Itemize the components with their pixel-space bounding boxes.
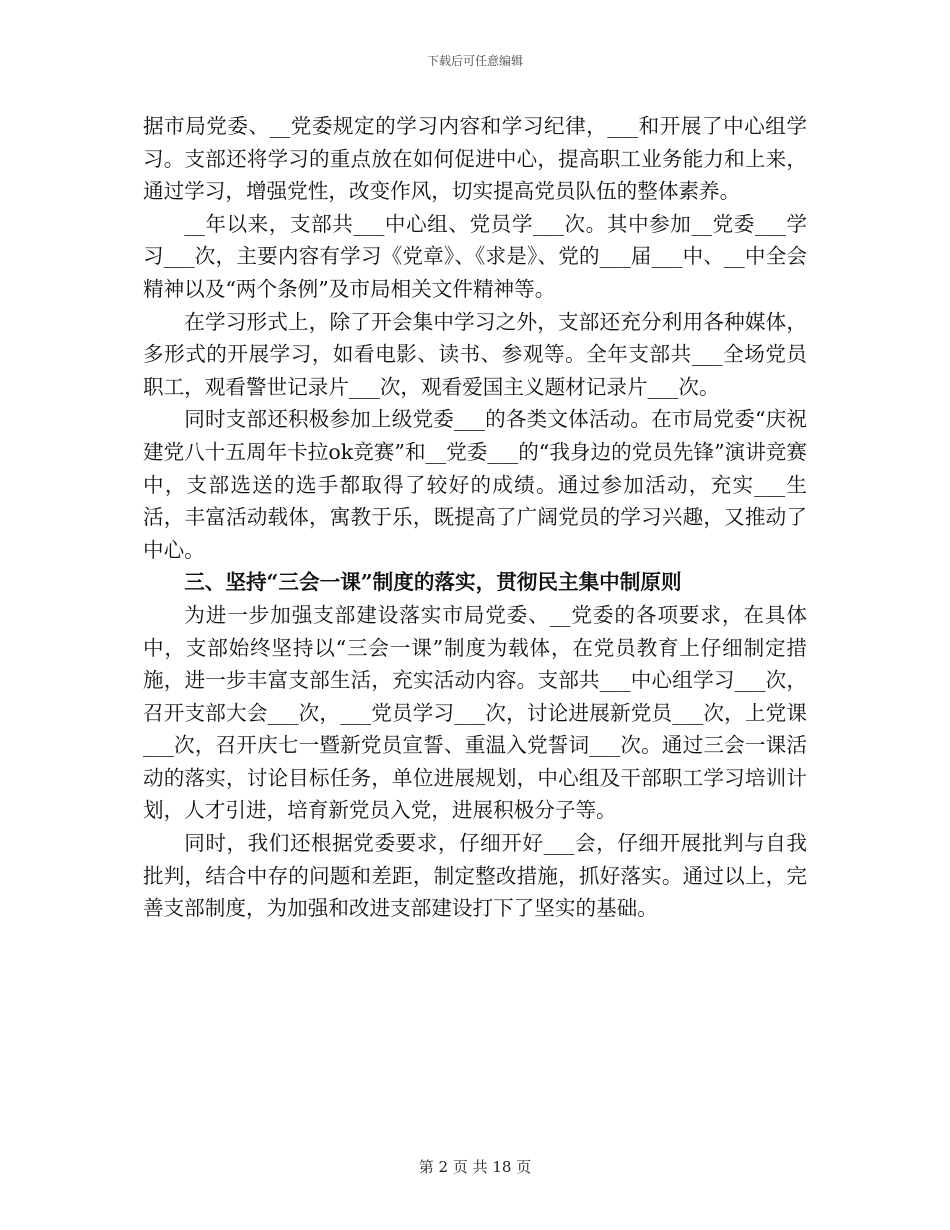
paragraph-study-count: __年以来，支部共___中心组、党员学___次。其中参加__党委___学习___次，主要内容有学习《党章》、《求是》、党的___届___中、__中全会精神以及“两个条例”及市局相关文件精神等。	[143, 211, 807, 301]
paragraph-three-meetings: 为进一步加强支部建设落实市局党委、__党委的各项要求，在具体中，支部始终坚持以“三会一课”制度为载体，在党员教育上仔细制定措施，进一步丰富支部生活，充实活动内容。支部共___中心组学习___次，召开支部大会___次，___党员学习___次，讨论进展新党员___次，上党课___次，召开庆七一暨新党员宣誓、重温入党誓词___次。通过三会一课活动的落实，讨论目标任务，单位进展规划，中心组及干部职工学习培训计划，人才引进，培育新党员入党，进展积极分子等。	[143, 602, 807, 823]
paragraph-criticism: 同时，我们还根据党委要求，仔细开好___会，仔细开展批判与自我批判，结合中存的问题和差距，制定整改措施，抓好落实。通过以上，完善支部制度，为加强和改进支部建设打下了坚实的基础。	[143, 831, 807, 921]
page-header: 下载后可任意编辑	[426, 54, 523, 68]
document-body	[143, 110, 807, 925]
section-heading-three-meetings: 三、坚持“三会一课”制度的落实，贯彻民主集中制原则	[184, 570, 682, 595]
page-number-footer: 第 2 页 共 18 页	[418, 1158, 532, 1176]
paragraph-study-forms: 在学习形式上，除了开会集中学习之外，支部还充分利用各种媒体，多形式的开展学习，如看电影、读书、参观等。全年支部共___全场党员职工，观看警世记录片___次，观看爱国主义题材记录片___次。	[143, 309, 807, 399]
paragraph-cultural-activities: 同时支部还积极参加上级党委___的各类文体活动。在市局党委“庆祝建党八十五周年卡拉ok竞赛”和__党委___的“我身边的党员先锋”演讲竞赛中，支部选送的选手都取得了较好的成绩。通过参加活动，充实___生活，丰富活动载体，寓教于乐，既提高了广阔党员的学习兴趣，又推动了中心。	[143, 407, 807, 562]
paragraph-study-discipline: 据市局党委、__党委规定的学习内容和学习纪律，___和开展了中心组学习。支部还将学习的重点放在如何促进中心，提高职工业务能力和上来，通过学习，增强党性，改变作风，切实提高党员队伍的整体素养。	[143, 114, 807, 204]
